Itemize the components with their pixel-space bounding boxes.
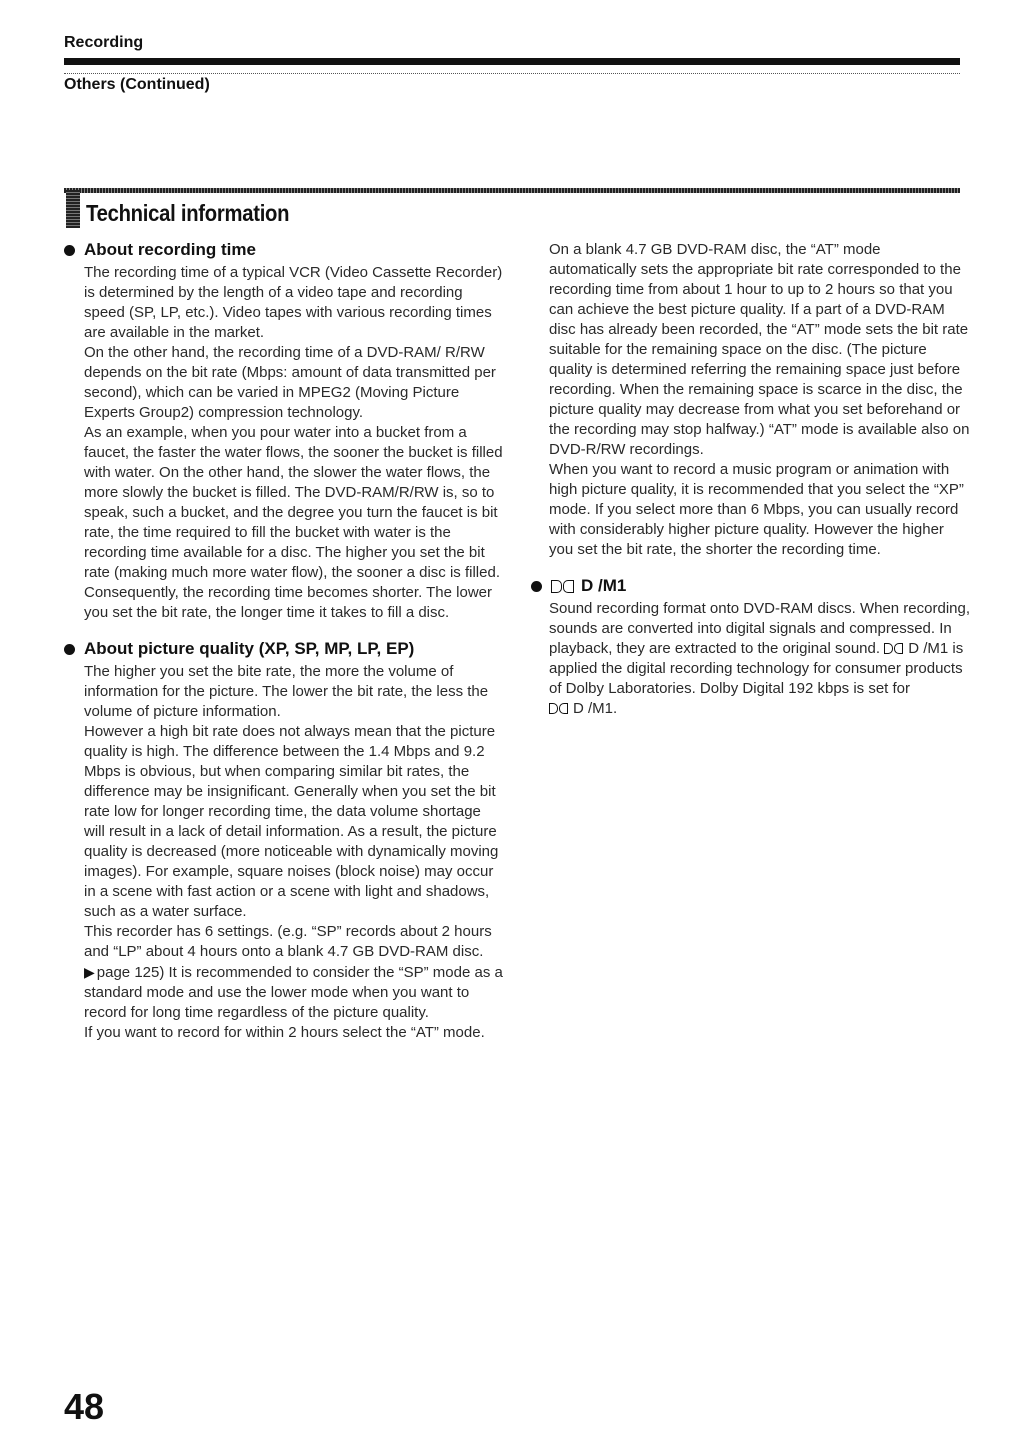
- topic-header: [64, 240, 504, 260]
- bullet-icon: [64, 245, 75, 256]
- technical-heading: Technical information: [86, 200, 290, 226]
- subsection-label: Others (Continued): [64, 76, 210, 93]
- heading-marker-block: [66, 190, 80, 228]
- topic-picture-quality: [64, 639, 504, 1043]
- topic-body: On a blank 4.7 GB DVD-RAM disc, the “AT” mode automatically sets the appropriate bit rate corresponded to the recording time from about 1 hour to up to 2 hours so that you can achieve the best picture quality. If a part of a DVD-RAM disc has already been recorded, the “AT” mode sets the bit rate suitable for the remaining space on the disc. (The picture quality is determined referring the remaining space just before recording. When the remaining space is scarce in the disc, the picture quality may decrease from what you set beforehand or the recording may stop halfway.) “AT” mode is available also on DVD-R/RW recordings. When you want to record a music program or animation with high picture quality, it is recommended that you select the “XP” mode. If you select more than 6 Mbps, you can usually record with considerably higher picture quality. However the higher you set the bit rate, the shorter the recording time.: [549, 241, 970, 558]
- header-dotted-rule: [64, 73, 960, 74]
- topic-dolby: [531, 576, 971, 719]
- right-column: [531, 240, 971, 735]
- dolby-double-d-icon: [551, 580, 575, 593]
- topic-body-text: Sound recording format onto DVD-RAM discs. When recording, sounds are converted into digital signals and compressed. In playback, they are extracted to the original sound.: [549, 600, 971, 657]
- header-rule: [64, 58, 960, 65]
- topic-title: About recording time: [84, 240, 256, 259]
- dolby-double-d-icon: [549, 703, 569, 714]
- technical-rule: [64, 188, 960, 193]
- topic-body-text: D /M1 is applied the digital recording technology for consumer products of Dolby Laboratories. Dolby Digital 192 kbps is set for: [549, 640, 964, 697]
- topic-title: About picture quality (XP, SP, MP, LP, EP): [84, 639, 415, 658]
- topic-title: D /M1: [581, 576, 627, 595]
- dolby-double-d-icon: [884, 643, 904, 654]
- reference-arrow-icon: ▶: [84, 964, 95, 980]
- topic-body-text: The higher you set the bite rate, the more the volume of information for the picture. The lower the bit rate, the less the volume of picture information. However a high bit rate does not always mean that the picture quality is high. The difference between the 1.4 Mbps and 9.2 Mbps is obvious, but when comparing similar bit rates, the difference may be insignificant. Generally when you set the bit rate low for longer recording time, the data volume shortage will result in a lack of detail information. As a result, the picture quality is decreased (more noticeable with dynamically moving images). For example, square noises (block noise) may occur in a scene with fast action or a scene with light and shadows, such as a water surface. This recorder has 6 settings. (e.g. “SP” records about 2 hours and “LP” about 4 hours onto a blank 4.7 GB DVD-RAM disc.: [84, 663, 499, 960]
- topic-body: [84, 662, 504, 1043]
- left-column: [64, 240, 504, 1059]
- page-number: 48: [64, 1386, 105, 1427]
- topic-recording-time: [64, 240, 504, 623]
- topic-at-mode: [531, 240, 971, 560]
- bullet-icon: [64, 644, 75, 655]
- topic-body: The recording time of a typical VCR (Video Cassette Recorder) is determined by the length of a video tape and recording speed (SP, LP, etc.). Video tapes with various recording times are available in the market. On the other hand, the recording time of a DVD-RAM/ R/RW depends on the bit rate (Mbps: amount of data transmitted per second), which can be varied in MPEG2 (Moving Picture Experts Group2) compression technology. As an example, when you pour water into a bucket from a faucet, the faster the water flows, the sooner the bucket is filled with water. On the other hand, the slower the water flows, the more slowly the bucket is filled. The DVD-RAM/R/RW is, so to speak, such a bucket, and the degree you turn the faucet is bit rate, the time required to fill the bucket with water is the recording time available for a disc. The higher you set the bit rate (making much more water flow), the sooner a disc is filled. Consequently, the recording time becomes shorter. The lower you set the bit rate, the longer time it takes to fill a disc.: [84, 264, 503, 621]
- topic-header: [531, 576, 971, 596]
- section-label: Recording: [64, 34, 144, 51]
- topic-body-text: D /M1.: [573, 700, 618, 717]
- bullet-icon: [531, 581, 542, 592]
- topic-body-ref-text: page 125) It is recommended to consider the “SP” mode as a standard mode and use the lower mode when you want to record for long time regardless of the picture quality. If you want to record for within 2 hours select the “AT” mode.: [84, 964, 503, 1041]
- topic-body: [549, 599, 971, 719]
- topic-header: [64, 639, 504, 659]
